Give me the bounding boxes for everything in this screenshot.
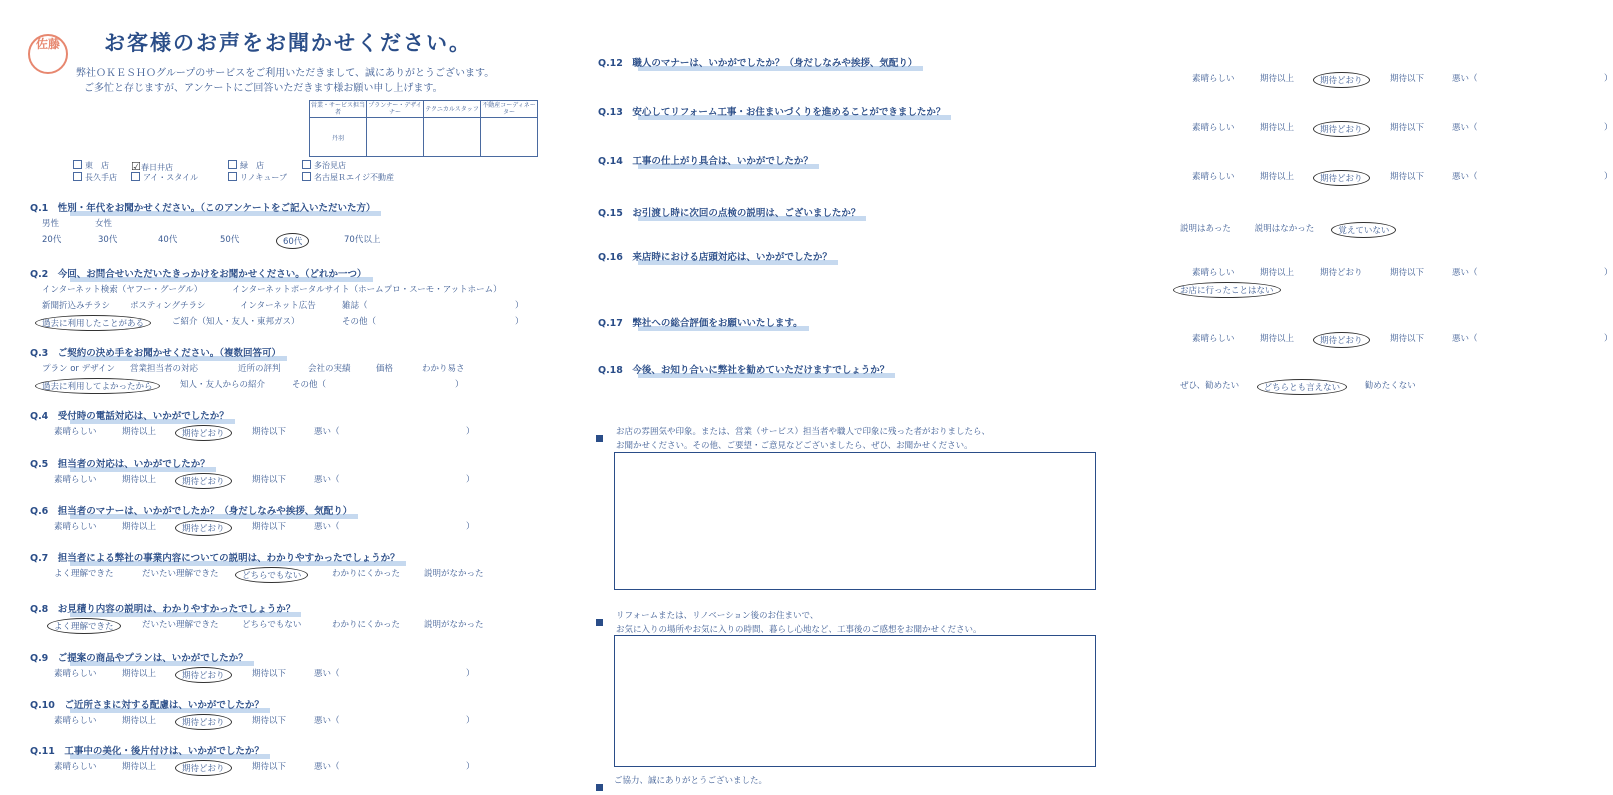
answer-option[interactable]: だいたい理解できた <box>142 569 219 579</box>
answer-option[interactable]: ） <box>466 522 475 532</box>
intro-line-2: ご多忙と存じますが、アンケートにご回答いただきます様お願い申し上げます。 <box>84 83 443 94</box>
store-option[interactable] <box>228 160 264 171</box>
answer-option[interactable]: 悪い（ <box>314 522 340 532</box>
answer-option[interactable]: 期待以下 <box>1390 74 1425 84</box>
comment-prompt-2-line-2: お気に入りの場所やお気に入りの時間、暮らし心地など、工事後のご感想をお聞かせください。 <box>616 625 982 635</box>
selected-answer[interactable]: 期待どおり <box>175 473 232 489</box>
staff-cell-realestate[interactable] <box>481 118 538 157</box>
answer-option[interactable]: 期待以下 <box>1390 123 1425 133</box>
answer-option[interactable]: 素晴らしい <box>54 475 97 485</box>
answer-option[interactable]: ） <box>466 716 475 726</box>
question-5: Q.5 担当者の対応は、いかがでしたか？ <box>30 456 210 470</box>
question-4: Q.4 受付時の電話対応は、いかがでしたか？ <box>30 408 229 422</box>
answer-option[interactable]: 雑誌（ <box>342 301 368 311</box>
selected-answer[interactable]: 覚えていない <box>1331 222 1396 238</box>
answer-option[interactable]: ） <box>466 762 475 772</box>
intro-line-1: 弊社ＯＫＥＳＨＯグループのサービスをご利用いただきまして、誠にありがとうございます。 <box>76 68 495 79</box>
answer-option[interactable]: 悪い（ <box>314 669 340 679</box>
question-7: Q.18 今後、お知り合いに弊社を勧めていただけますでしょうか？ <box>598 362 889 376</box>
answer-option[interactable]: 説明はなかった <box>1254 224 1315 234</box>
store-option[interactable] <box>73 160 109 171</box>
answer-option[interactable]: インターネット広告 <box>240 301 316 311</box>
answer-option[interactable]: 素晴らしい <box>1192 123 1235 133</box>
answer-option[interactable]: 期待以下 <box>252 762 287 772</box>
store-option[interactable] <box>131 172 198 183</box>
answer-option[interactable]: わかりにくかった <box>332 620 401 630</box>
answer-option[interactable]: 素晴らしい <box>54 716 97 726</box>
answer-option[interactable]: 素晴らしい <box>1192 334 1235 344</box>
question-5: Q.16 来店時における店頭対応は、いかがでしたか？ <box>598 249 832 263</box>
answer-option[interactable]: 期待以上 <box>1260 74 1295 84</box>
answer-option[interactable]: 期待以下 <box>1390 172 1425 182</box>
answer-option[interactable]: 価格 <box>376 364 394 374</box>
question-2: Q.2 今回、お問合せいただいたきっかけをお聞かせください。（どれか一つ） <box>30 266 367 280</box>
answer-option[interactable]: わかりにくかった <box>332 569 401 579</box>
question-4: Q.15 お引渡し時に次回の点検の説明は、ございましたか？ <box>598 205 860 219</box>
answer-option[interactable]: 近所の評判 <box>238 364 281 374</box>
check-icon[interactable]: ☑ <box>131 160 141 173</box>
answer-option[interactable]: ） <box>1604 334 1613 344</box>
answer-option[interactable]: 期待以上 <box>122 427 157 437</box>
answer-option[interactable]: 期待以上 <box>1260 172 1295 182</box>
staff-header-realestate: 不動産コーディネーター <box>482 102 536 116</box>
answer-option[interactable]: 素晴らしい <box>1192 172 1235 182</box>
selected-answer[interactable]: 60代 <box>276 233 309 249</box>
question-9: Q.9 ご提案の商品やプランは、いかがでしたか？ <box>30 650 248 664</box>
comment-box-2[interactable] <box>614 635 1096 767</box>
answer-option[interactable]: 期待以上 <box>122 762 157 772</box>
selected-answer[interactable]: 期待どおり <box>175 714 232 730</box>
answer-option[interactable]: ポスティングチラシ <box>130 301 206 311</box>
question-8: Q.8 お見積り内容の説明は、わかりやすかったでしょうか？ <box>30 601 295 615</box>
answer-option[interactable]: 素晴らしい <box>1192 268 1235 278</box>
answer-option[interactable]: 悪い（ <box>314 427 340 437</box>
answer-option[interactable]: その他（ <box>292 380 327 390</box>
store-label: 名古屋Ｒエイジ不動産 <box>314 173 394 182</box>
answer-option[interactable]: ご紹介（知人・友人・東邦ガス） <box>172 317 300 327</box>
question-3: Q.3 ご契約の決め手をお聞かせください。（複数回答可） <box>30 345 281 359</box>
comment-bullet-2 <box>596 611 603 630</box>
answer-option[interactable]: 期待どおり <box>1320 268 1363 278</box>
selected-answer[interactable]: どちらとも言えない <box>1257 379 1348 395</box>
question-1: Q.1 性別・年代をお聞かせください。（このアンケートをご記入いただいた方） <box>30 200 375 214</box>
answer-option[interactable]: 期待以下 <box>1390 334 1425 344</box>
staff-table <box>309 100 538 157</box>
answer-option[interactable]: 悪い（ <box>1452 172 1478 182</box>
answer-option[interactable]: 期待以上 <box>122 716 157 726</box>
answer-option[interactable]: 悪い（ <box>314 716 340 726</box>
answer-option[interactable]: 30代 <box>98 235 118 245</box>
selected-answer[interactable]: 期待どおり <box>175 520 232 536</box>
checkbox-icon[interactable] <box>73 172 82 181</box>
selected-answer[interactable]: どちらでもない <box>235 567 308 583</box>
thanks-bullet <box>596 776 603 795</box>
question-10: Q.10 ご近所さまに対する配慮は、いかがでしたか？ <box>30 697 264 711</box>
checkbox-icon[interactable] <box>228 160 237 169</box>
store-option[interactable] <box>73 172 117 183</box>
store-label: 緑 店 <box>240 161 264 170</box>
question-7: Q.7 担当者による弊社の事業内容についての説明は、わかりやすかったでしょうか？ <box>30 550 400 564</box>
comment-prompt-1-line-1: お店の雰囲気や印象。または、営業（サービス）担当者や職人で印象に残った者がおりましたら、 <box>616 427 991 437</box>
store-label: アイ・スタイル <box>143 173 199 182</box>
selected-answer[interactable]: 期待どおり <box>1313 332 1370 348</box>
checkbox-icon[interactable] <box>73 160 82 169</box>
selected-answer[interactable]: 期待どおり <box>175 760 232 776</box>
answer-option[interactable]: その他（ <box>342 317 377 327</box>
answer-option[interactable]: ぜひ、勧めたい <box>1180 381 1240 391</box>
question-6: Q.17 弊社への総合評価をお願いいたします。 <box>598 315 803 329</box>
answer-option[interactable]: 新聞折込みチラシ <box>42 301 111 311</box>
answer-option[interactable]: 素晴らしい <box>54 427 97 437</box>
answer-option[interactable]: 説明がなかった <box>424 620 484 630</box>
answer-option[interactable]: 説明がなかった <box>424 569 484 579</box>
selected-answer[interactable]: 期待どおり <box>175 667 232 683</box>
store-option[interactable] <box>302 160 346 171</box>
answer-option[interactable]: インターネットポータルサイト（ホームプロ・スーモ・アットホーム） <box>232 285 502 295</box>
question-3: Q.14 工事の仕上がり具合は、いかがでしたか？ <box>598 153 813 167</box>
answer-option[interactable]: 女性 <box>95 219 113 229</box>
answer-option[interactable]: 知人・友人からの紹介 <box>180 380 266 390</box>
answer-option[interactable]: 素晴らしい <box>54 762 97 772</box>
answer-option[interactable]: 悪い（ <box>1452 74 1478 84</box>
answer-option[interactable]: だいたい理解できた <box>142 620 219 630</box>
comment-box-1[interactable] <box>614 452 1096 590</box>
answer-option[interactable]: ） <box>515 301 524 311</box>
selected-answer[interactable]: 期待どおり <box>1313 170 1370 186</box>
answer-option[interactable]: わかり易さ <box>422 364 465 374</box>
selected-answer[interactable]: 過去に利用してよかったから <box>35 378 160 394</box>
answer-option[interactable]: ） <box>466 669 475 679</box>
answer-option[interactable]: プラン or デザイン <box>42 364 116 374</box>
answer-option[interactable]: 期待以上 <box>122 522 157 532</box>
seal-stamp: 佐藤 <box>28 34 68 74</box>
answer-option[interactable]: 営業担当者の対応 <box>130 364 199 374</box>
answer-option[interactable]: 期待以下 <box>1390 268 1425 278</box>
page-title: お客様のお声をお聞かせください。 <box>104 31 472 55</box>
answer-option[interactable]: ） <box>466 475 475 485</box>
answer-option[interactable]: 期待以上 <box>1260 123 1295 133</box>
answer-option[interactable]: 期待以上 <box>122 669 157 679</box>
answer-option[interactable]: 40代 <box>158 235 178 245</box>
staff-signature[interactable]: 丹羽 <box>310 118 367 157</box>
answer-option[interactable]: 男性 <box>42 219 60 229</box>
answer-option[interactable]: 50代 <box>220 235 240 245</box>
answer-option[interactable]: 悪い（ <box>1452 334 1478 344</box>
store-label: 長久手店 <box>85 173 117 182</box>
answer-option[interactable]: 期待以下 <box>252 669 287 679</box>
answer-option[interactable]: ） <box>1604 268 1613 278</box>
staff-cell-technical[interactable] <box>424 118 481 157</box>
comment-bullet-1 <box>596 427 603 446</box>
answer-option[interactable]: 期待以下 <box>252 522 287 532</box>
answer-option[interactable]: 期待以下 <box>252 716 287 726</box>
comment-prompt-1-line-2: お聞かせください。その他、ご要望・ご意見などございましたら、ぜひ、お聞かせください。 <box>616 441 973 451</box>
store-label: 東 店 <box>85 161 109 170</box>
answer-option[interactable]: 会社の実績 <box>308 364 351 374</box>
selected-answer[interactable]: お店に行ったことはない <box>1173 282 1281 298</box>
question-1: Q.12 職人のマナーは、いかがでしたか？（身だしなみや挨拶、気配り） <box>598 55 917 69</box>
answer-option[interactable]: ） <box>455 380 464 390</box>
answer-option[interactable]: 70代以上 <box>344 235 381 245</box>
answer-option[interactable]: 説明はあった <box>1180 224 1231 234</box>
answer-option[interactable]: 期待以上 <box>122 475 157 485</box>
staff-header-planner: プランナー・デザイナー <box>368 102 422 116</box>
answer-option[interactable]: ） <box>1604 123 1613 133</box>
answer-option[interactable]: ） <box>1604 172 1613 182</box>
store-label: 多治見店 <box>314 161 346 170</box>
selected-answer[interactable]: 過去に利用したことがある <box>35 315 151 331</box>
answer-option[interactable]: 20代 <box>42 235 62 245</box>
answer-option[interactable]: どちらでもない <box>242 620 302 630</box>
answer-option[interactable]: 期待以上 <box>1260 268 1295 278</box>
question-6: Q.6 担当者のマナーは、いかがでしたか？（身だしなみや挨拶、気配り） <box>30 503 352 517</box>
question-11: Q.11 工事中の美化・後片付けは、いかがでしたか？ <box>30 743 264 757</box>
checkbox-icon[interactable] <box>228 172 237 181</box>
answer-option[interactable]: 悪い（ <box>1452 123 1478 133</box>
store-label: 春日井店 <box>141 163 173 172</box>
store-label: リノキューブ <box>240 173 287 182</box>
staff-cell-planner[interactable] <box>367 118 424 157</box>
staff-header-technical: テクニカルスタッフ <box>424 101 481 118</box>
answer-option[interactable]: インターネット検索（ヤフー・グーグル） <box>42 285 203 295</box>
answer-option[interactable]: 悪い（ <box>314 762 340 772</box>
checkbox-icon[interactable] <box>302 160 311 169</box>
answer-option[interactable]: 悪い（ <box>1452 268 1478 278</box>
answer-option[interactable]: ） <box>515 317 524 327</box>
answer-option[interactable]: 素晴らしい <box>54 522 97 532</box>
comment-prompt-2-line-1: リフォームまたは、リノベーション後のお住まいで、 <box>616 611 819 621</box>
answer-option[interactable]: 期待以上 <box>1260 334 1295 344</box>
answer-option[interactable]: 素晴らしい <box>1192 74 1235 84</box>
answer-option[interactable]: ） <box>466 427 475 437</box>
answer-option[interactable]: ） <box>1604 74 1613 84</box>
checkbox-icon[interactable] <box>302 172 311 181</box>
selected-answer[interactable]: 期待どおり <box>1313 121 1370 137</box>
store-option[interactable] <box>228 172 287 183</box>
answer-option[interactable]: よく理解できた <box>54 569 114 579</box>
selected-answer[interactable]: よく理解できた <box>47 618 121 634</box>
store-option[interactable] <box>302 172 394 183</box>
answer-option[interactable]: 素晴らしい <box>54 669 97 679</box>
staff-header-sales: 営業・サービス担当者 <box>310 102 365 116</box>
thanks-text: ご協力、誠にありがとうございました。 <box>614 776 768 786</box>
answer-option[interactable]: 期待以下 <box>252 427 287 437</box>
selected-answer[interactable]: 期待どおり <box>175 425 232 441</box>
checkbox-icon[interactable] <box>131 172 140 181</box>
answer-option[interactable]: 期待以下 <box>252 475 287 485</box>
selected-answer[interactable]: 期待どおり <box>1313 72 1370 88</box>
question-2: Q.13 安心してリフォーム工事・お住まいづくりを進めることができましたか？ <box>598 104 945 118</box>
answer-option[interactable]: 悪い（ <box>314 475 340 485</box>
answer-option[interactable]: 勧めたくない <box>1364 381 1416 391</box>
